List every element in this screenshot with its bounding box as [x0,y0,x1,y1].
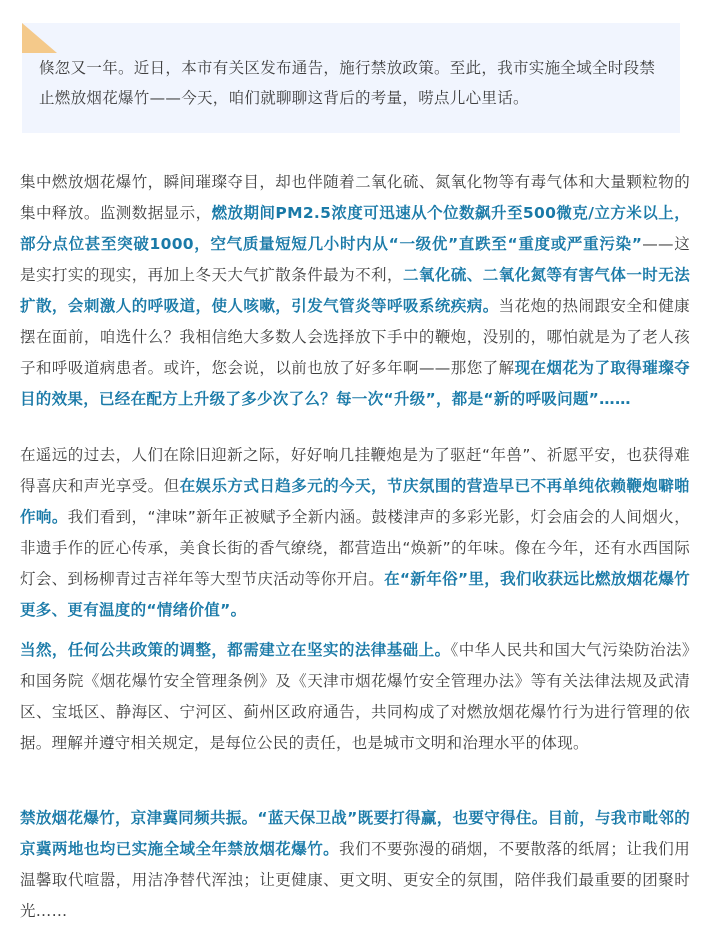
intro-text: 倏忽又一年。近日，本市有关区发布通告，施行禁放政策。至此，我市实施全域全时段禁止燃放烟花爆竹——今天，咱们就聊聊这背后的考量，唠点儿心里话。 [39,59,656,107]
highlight-segment: 当然，任何公共政策的调整，都需建立在坚实的法律基础上。 [20,641,451,659]
highlight-segment: 在“新年俗”里，我们收获远比燃放烟花爆竹更多、更有温度的“情绪价值”。 [20,570,690,619]
text-segment: 《中华人民共和国大气污染防治法》和国务院《烟花爆竹安全管理条例》及《天津市烟花爆竹安全管理办法》等有关法律法规及武清区、宝坻区、静海区、宁河区、蓟州区政府通告，共同构成了对燃放烟花爆竹行为进行管理的依据。理解并遵守相关规定，是每位公民的责任，也是城市文明和治理水平的体现。 [20,641,690,752]
corner-decoration-icon [22,23,57,53]
text-segment: 在遥远的过去，人们在除旧迎新之际，好好响几挂鞭炮是为了驱赶“年兽”、祈愿平安，也获得难得喜庆和声光享受。但 [20,446,690,495]
highlight-segment: 禁放烟花爆竹，京津冀同频共振。“蓝天保卫战”既要打得赢，也要守得住。目前，与我市毗邻的京冀两地也均已实施全域全年禁放烟花爆竹。 [20,809,690,858]
intro-box [22,23,680,133]
paragraph-air-quality [20,167,690,415]
text-segment: 我们看到，“津味”新年正被赋予全新内涵。鼓楼津声的多彩光影，灯会庙会的人间烟火，非遗手作的匠心传承，美食长街的香气缭绕，都营造出“焕新”的年味。像在今年，还有水西国际灯会、到杨柳青过吉祥年等大型节庆活动等你开启。 [20,508,690,588]
paragraph-regional-cooperation [20,803,690,927]
text-segment: 集中燃放烟花爆竹，瞬间璀璨夺目，却也伴随着二氧化硫、氮氧化物等有毒气体和大量颗粒物的集中释放。监测数据显示， [20,173,690,222]
highlight-segment: 在娱乐方式日趋多元的今天，节庆氛围的营造早已不再单纯依赖鞭炮噼啪作响。 [20,477,690,526]
text-segment: ——这是实打实的现实，再加上冬天大气扩散条件最为不利， [20,235,690,284]
highlight-segment: 现在烟花为了取得璀璨夺目的效果，已经在配方上升级了多少次了么？每一次“升级”，都是“新的呼吸问题”…… [20,359,690,408]
highlight-segment: 燃放期间PM2.5浓度可迅速从个位数飙升至500微克/立方米以上，部分点位甚至突破1000，空气质量短短几小时内从“一级优”直跌至“重度或严重污染” [20,204,690,253]
paragraph-legal-basis [20,635,690,759]
text-segment: 当花炮的热闹跟安全和健康摆在面前，咱选什么？我相信绝大多数人会选择放下手中的鞭炮，没别的，哪怕就是为了老人孩子和呼吸道病患者。或许，您会说，以前也放了好多年啊——那您了解 [20,297,690,377]
highlight-segment: 二氧化硫、二氧化氮等有害气体一时无法扩散，会刺激人的呼吸道，使人咳嗽，引发气管炎等呼吸系统疾病。 [20,266,691,315]
text-segment: 我们不要弥漫的硝烟，不要散落的纸屑；让我们用温馨取代喧嚣，用洁净替代浑浊；让更健康、更文明、更安全的氛围，陪伴我们最重要的团聚时光…… [20,840,690,920]
paragraph-new-customs [20,440,690,626]
